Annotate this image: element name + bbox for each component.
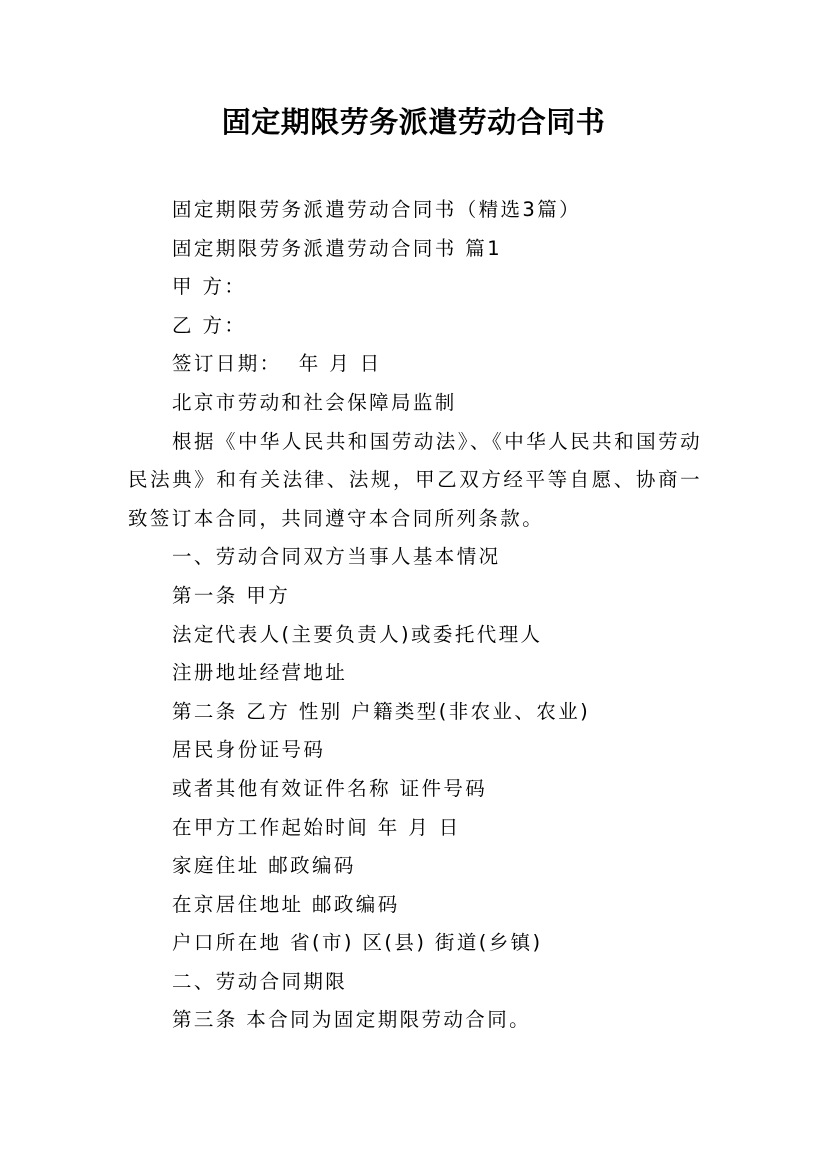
paragraph-article-1: 第一条 甲方: [172, 583, 291, 607]
paragraph-intro: 固定期限劳务派遣劳动合同书（精选3篇）: [172, 198, 582, 221]
paragraph-beijing-address: 在京居住地址 邮政编码: [172, 892, 400, 916]
paragraph-preamble: 根据《中华人民共和国劳动法》、《中华人民共和国劳动民法典》和有关法律、法规，甲乙双方经平等自愿、协商一致签订本合同，共同遵守本合同所列条款。: [128, 429, 702, 530]
paragraph-party-a: 甲 方：: [172, 275, 247, 299]
document-title: 固定期限劳务派遣劳动合同书: [221, 105, 606, 139]
paragraph-article-3: 第三条 本合同为固定期限劳动合同。: [172, 1008, 531, 1032]
paragraph-registered-address: 注册地址经营地址: [172, 661, 348, 685]
paragraph-home-address: 家庭住址 邮政编码: [172, 854, 356, 878]
paragraph-other-id: 或者其他有效证件名称 证件号码: [172, 776, 488, 800]
paragraph-party-b: 乙 方：: [172, 313, 247, 337]
document-body: [128, 191, 702, 1040]
paragraph-sign-date: 签订日期： 年 月 日: [172, 352, 382, 376]
paragraph-chapter-2: 二、劳动合同期限: [172, 969, 348, 993]
paragraph-start-date: 在甲方工作起始时间 年 月 日: [172, 815, 461, 839]
paragraph-chapter-1: 一、劳动合同双方当事人基本情况: [172, 545, 501, 569]
paragraph-id-number: 居民身份证号码: [172, 738, 326, 762]
paragraph-section-heading: 固定期限劳务派遣劳动合同书 篇1: [172, 236, 503, 260]
paragraph-hukou: 户口所在地 省(市) 区(县) 街道(乡镇): [172, 931, 543, 955]
paragraph-supervisor: 北京市劳动和社会保障局监制: [172, 390, 457, 414]
paragraph-article-2: 第二条 乙方 性别 户籍类型(非农业、农业): [172, 699, 591, 723]
paragraph-legal-rep: 法定代表人(主要负责人)或委托代理人: [172, 622, 543, 646]
